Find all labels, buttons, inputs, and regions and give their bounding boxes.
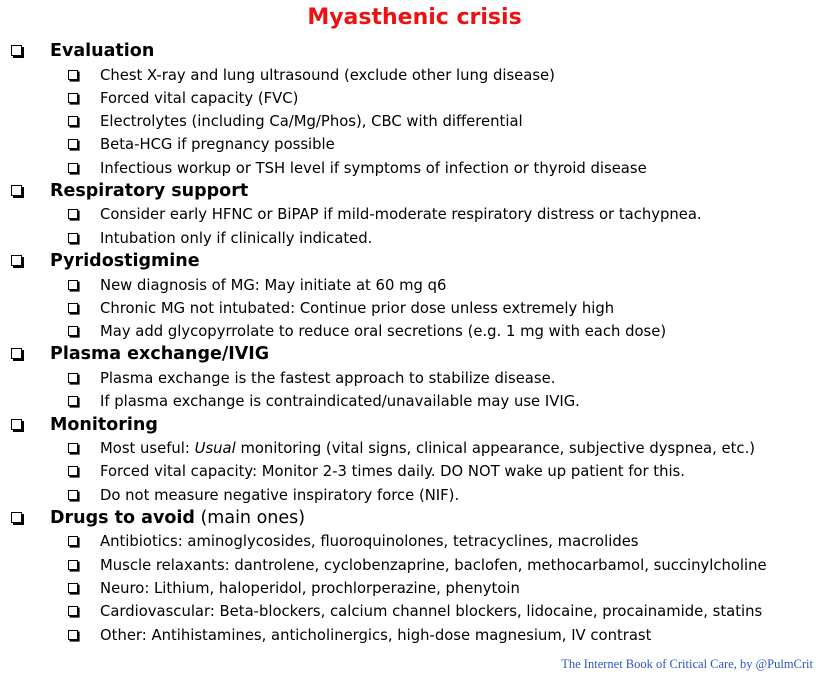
checkbox-icon <box>11 419 22 430</box>
section-respiratory-support <box>0 180 829 250</box>
section-heading <box>0 343 829 367</box>
checkbox-icon <box>11 255 22 266</box>
list-item-text: May add glycopyrrolate to reduce oral secretions (e.g. 1 mg with each dose) <box>100 323 667 341</box>
section-pyridostigmine <box>0 250 829 343</box>
list-item-text: Forced vital capacity (FVC) <box>100 89 299 107</box>
checkbox-icon <box>11 185 22 196</box>
list-item <box>0 203 829 226</box>
checkbox-icon <box>68 396 78 406</box>
section-heading <box>0 250 829 274</box>
list-item-text: Do not measure negative inspiratory force (NIF). <box>100 486 460 504</box>
section-heading-text: Monitoring <box>50 414 158 435</box>
section-heading-note: (main ones) <box>194 507 306 528</box>
checkbox-icon <box>11 45 22 56</box>
checkbox-icon <box>68 536 78 546</box>
list-item-text: monitoring (vital signs, clinical appearance, subjective dyspnea, etc.) <box>235 440 756 458</box>
list-item <box>0 133 829 156</box>
checkbox-icon <box>68 116 78 126</box>
list-item <box>0 484 829 507</box>
section-heading <box>0 40 829 64</box>
checkbox-icon <box>68 209 78 219</box>
list-item <box>0 367 829 390</box>
section-heading <box>0 180 829 204</box>
list-item-text: If plasma exchange is contraindicated/unavailable may use IVIG. <box>100 393 580 411</box>
section-heading <box>0 414 829 438</box>
checkbox-icon <box>68 490 78 500</box>
list-item-text: Chest X-ray and lung ultrasound (exclude other lung disease) <box>100 66 555 84</box>
list-item-text: Beta-HCG if pregnancy possible <box>100 136 335 154</box>
list-item-text: Most useful: <box>100 440 195 458</box>
list-item-text: Usual <box>194 440 236 458</box>
checkbox-icon <box>68 583 78 593</box>
section-monitoring <box>0 414 829 507</box>
checkbox-icon <box>68 326 78 336</box>
list-item <box>0 64 829 87</box>
section-drugs-to-avoid <box>0 507 829 647</box>
section-heading-text: Pyridostigmine <box>50 251 200 272</box>
list-item <box>0 600 829 623</box>
section-heading-text: Evaluation <box>50 41 155 61</box>
list-item <box>0 624 829 647</box>
list-item <box>0 320 829 343</box>
checkbox-icon <box>68 630 78 640</box>
list-item <box>0 87 829 110</box>
checkbox-icon <box>11 512 22 523</box>
list-item-text: Consider early HFNC or BiPAP if mild-moderate respiratory distress or tachypnea. <box>100 206 702 224</box>
list-item-text: Infectious workup or TSH level if symptoms of infection or thyroid disease <box>100 159 647 177</box>
list-item <box>0 554 829 577</box>
list-item <box>0 577 829 600</box>
checkbox-icon <box>68 139 78 149</box>
list-item-text: Neuro: Lithium, haloperidol, prochlorperazine, phenytoin <box>100 580 520 598</box>
list-item <box>0 274 829 297</box>
section-evaluation <box>0 40 829 180</box>
footer-credit: The Internet Book of Critical Care, by @PulmCrit <box>561 657 813 671</box>
section-heading-text: Plasma exchange/IVIG <box>50 344 270 365</box>
list-item <box>0 110 829 133</box>
checkbox-icon <box>68 466 78 476</box>
list-item-text: Electrolytes (including Ca/Mg/Phos), CBC with differential <box>100 113 523 131</box>
section-heading <box>0 507 829 531</box>
list-item <box>0 157 829 180</box>
list-item-text: Forced vital capacity: Monitor 2-3 times daily. DO NOT wake up patient for this. <box>100 463 685 481</box>
list-item-text: Other: Antihistamines, anticholinergics, high-dose magnesium, IV contrast <box>100 626 652 644</box>
list-item <box>0 297 829 320</box>
list-item <box>0 460 829 483</box>
list-item-text: New diagnosis of MG: May initiate at 60 mg q6 <box>100 276 447 294</box>
checkbox-icon <box>68 606 78 616</box>
list-item-text: Antibiotics: aminoglycosides, fluoroquinolones, tetracyclines, macrolides <box>100 533 639 551</box>
list-item-text: Intubation only if clinically indicated. <box>100 229 373 247</box>
checkbox-icon <box>68 443 78 453</box>
list-item-text: Plasma exchange is the fastest approach to stabilize disease. <box>100 369 556 387</box>
list-item-text: Cardiovascular: Beta-blockers, calcium channel blockers, lidocaine, procainamide, statins <box>100 603 763 621</box>
checkbox-icon <box>68 280 78 290</box>
section-heading-text: Drugs to avoid <box>50 507 195 528</box>
checkbox-icon <box>11 348 22 359</box>
list-item <box>0 390 829 413</box>
checkbox-icon <box>68 93 78 103</box>
checkbox-icon <box>68 233 78 243</box>
section-heading-text: Respiratory support <box>50 180 249 201</box>
checkbox-icon <box>68 303 78 313</box>
list-item-text: Muscle relaxants: dantrolene, cyclobenzaprine, baclofen, methocarbamol, succinylcholine <box>100 556 767 574</box>
checkbox-icon <box>68 373 78 383</box>
section-plasma-exchange-ivig <box>0 343 829 413</box>
checkbox-icon <box>68 560 78 570</box>
list-item <box>0 227 829 250</box>
checkbox-icon <box>68 70 78 80</box>
checklist <box>0 40 829 647</box>
page-title: Myasthenic crisis <box>307 5 522 30</box>
checkbox-icon <box>68 163 78 173</box>
list-item <box>0 530 829 553</box>
list-item-text: Chronic MG not intubated: Continue prior dose unless extremely high <box>100 299 615 317</box>
list-item <box>0 437 829 460</box>
